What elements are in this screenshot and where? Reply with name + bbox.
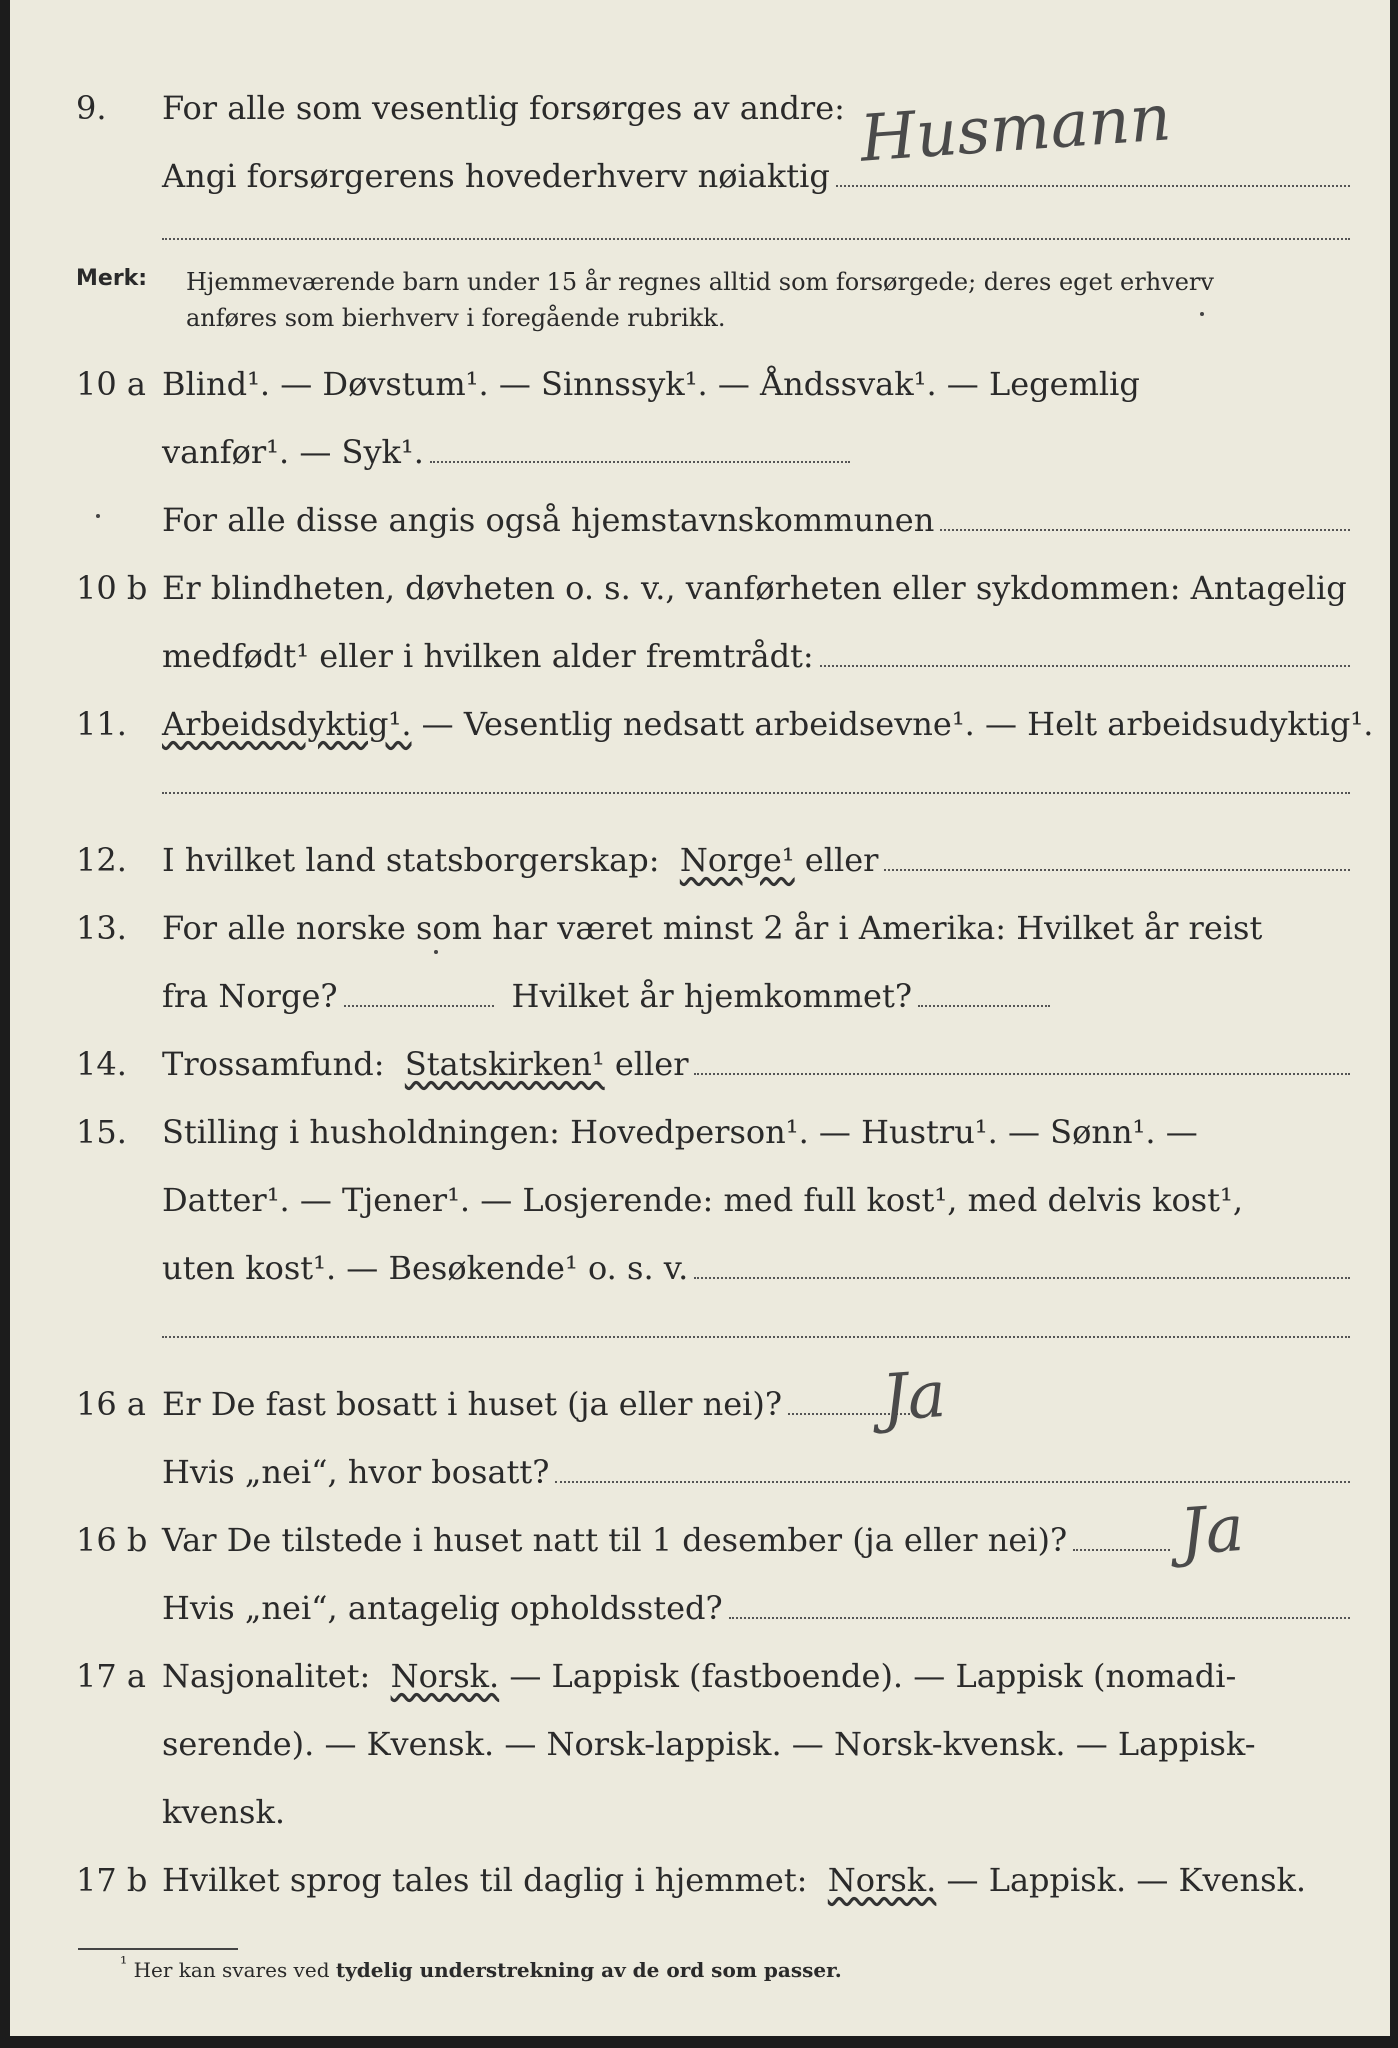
q9-handwritten-answer: Husmann [857,81,1174,177]
q12-answer-field[interactable] [884,839,1350,871]
footnote [120,1953,842,1982]
q11-line [10,698,1390,750]
q12-or: eller [804,841,879,879]
q10a-options-2: vanfør¹. — Syk¹. [162,433,424,471]
footnote-rule [78,1948,238,1950]
q15-options-2: Datter¹. — Tjener¹. — Losjerende: med full kost¹, med delvis kost¹, [162,1181,1244,1219]
q16b-number: 16 b [76,1521,148,1559]
q12-option-selected[interactable]: Norge¹ [679,841,795,879]
q17a-number: 17 a [76,1657,146,1695]
q16a-followup: Hvis „nei“, hvor bosatt? [162,1453,550,1491]
q17b-question: Hvilket sprog tales til daglig i hjemmet: [162,1861,808,1899]
q16b-line-2 [10,1582,1390,1634]
q9-extra-line [162,238,1350,240]
paper-speck [96,514,100,518]
q9-provider-label: Angi forsørgerens hovederhverv nøiaktig [162,157,830,195]
q12-line [10,834,1390,886]
q16a-question: Er De fast bosatt i huset (ja eller nei)? [162,1385,783,1423]
q13-left-label: fra Norge? [162,977,338,1015]
q10a-options: Blind¹. — Døvstum¹. — Sinnssyk¹. — Åndssvak¹. — Legemlig [162,365,1140,403]
q10a-number: 10 a [76,365,146,403]
q17b-number: 17 b [76,1861,148,1899]
q10a-line-1 [10,358,1390,410]
q17a-line-3 [10,1786,1390,1838]
q14-number: 14. [76,1045,127,1083]
q15-answer-field[interactable] [694,1247,1350,1279]
q12-number: 12. [76,841,127,879]
q9-number: 9. [76,89,107,127]
q10b-answer-field[interactable] [820,635,1350,667]
q16b-handwritten-answer: Ja [1177,1491,1247,1571]
q14-option-selected[interactable]: Statskirken¹ [404,1045,605,1083]
footnote-text-bold: tydelig understrekning av de ord som passer. [335,1958,842,1982]
q9-question: For alle som vesentlig forsørges av andre: [162,89,845,127]
q10b-question-2: medfødt¹ eller i hvilken alder fremtrådt: [162,637,814,675]
q15-line-2 [10,1174,1390,1226]
q10b-line-2 [10,630,1390,682]
q11-option-selected[interactable]: Arbeidsdyktig¹. [162,705,412,743]
q16b-question: Var De tilstede i huset natt til 1 desember (ja eller nei)? [162,1521,1068,1559]
q14-answer-field[interactable] [694,1043,1350,1075]
q16a-line-2 [10,1446,1390,1498]
q10a-line-2 [10,426,1390,478]
q9-line-2 [10,150,1390,202]
q17a-options-2: serende). — Kvensk. — Norsk-lappisk. — Norsk-kvensk. — Lappisk- [162,1725,1256,1763]
q14-label: Trossamfund: [162,1045,385,1083]
merk-line-2 [10,300,1390,352]
q15-line-1 [10,1106,1390,1158]
q10b-question: Er blindheten, døvheten o. s. v., vanførheten eller sykdommen: Antagelig [162,569,1347,607]
paper-speck [1200,312,1204,316]
q16a-line-1 [10,1378,1390,1430]
q17a-option-selected[interactable]: Norsk. [390,1657,500,1695]
q17a-line-1 [10,1650,1390,1702]
q14-line [10,1038,1390,1090]
q11-extra-line [162,792,1350,794]
q17a-line-2 [10,1718,1390,1770]
q13-question: For alle norske som har været minst 2 år i Amerika: Hvilket år reist [162,909,1263,947]
q15-options-1: Stilling i husholdningen: Hovedperson¹. — Hustru¹. — Sønn¹. — [162,1113,1198,1151]
q16a-handwritten-answer: Ja [879,1357,949,1437]
q11-number: 11. [76,705,127,743]
q13-line-1 [10,902,1390,954]
q10a-answer-field[interactable] [430,431,850,463]
q13-line-2 [10,970,1390,1022]
q17b-line [10,1854,1390,1906]
q16a-number: 16 a [76,1385,146,1423]
q13-returned-field[interactable] [918,975,1050,1007]
q10a-municipality-field[interactable] [940,499,1350,531]
q17a-options-1: — Lappisk (fastboende). — Lappisk (nomadi- [509,1657,1237,1695]
q10a-line-3 [10,494,1390,546]
q13-returned-label: Hvilket år hjemkommet? [511,977,912,1015]
q9-line-1 [10,82,1390,134]
q17a-options-3: kvensk. [162,1793,285,1831]
q15-options-3: uten kost¹. — Besøkende¹ o. s. v. [162,1249,689,1287]
census-form-page [10,0,1390,2036]
footnote-mark: ¹ [120,1953,128,1975]
q16a-followup-field[interactable] [555,1451,1350,1483]
q17b-option-selected[interactable]: Norsk. [827,1861,937,1899]
q17b-other-options: — Lappisk. — Kvensk. [946,1861,1307,1899]
q14-or: eller [614,1045,689,1083]
q11-other-options: — Vesentlig nedsatt arbeidsevne¹. — Helt arbeidsudyktig¹. [411,705,1374,743]
merk-text-1: Hjemmeværende barn under 15 år regnes alltid som forsørgede; deres eget erhverv [186,268,1214,296]
q16b-followup: Hvis „nei“, antagelig opholdssted? [162,1589,723,1627]
q10a-municipality-label: For alle disse angis også hjemstavnskommunen [162,501,935,539]
q17a-label: Nasjonalitet: [162,1657,371,1695]
q10b-line-1 [10,562,1390,614]
footnote-text: Her kan svares ved [133,1958,336,1982]
paper-speck [434,950,438,954]
q12-question: I hvilket land statsborgerskap: [162,841,660,879]
q15-number: 15. [76,1113,127,1151]
q16b-answer-field[interactable] [1073,1519,1170,1551]
merk-label: Merk: [76,266,148,291]
q13-left-field[interactable] [344,975,494,1007]
q16b-followup-field[interactable] [729,1587,1350,1619]
q13-number: 13. [76,909,127,947]
q15-extra-line [162,1336,1350,1338]
merk-text-2: anføres som bierhverv i foregående rubrikk. [186,304,726,332]
q15-line-3 [10,1242,1390,1294]
q10b-number: 10 b [76,569,148,607]
